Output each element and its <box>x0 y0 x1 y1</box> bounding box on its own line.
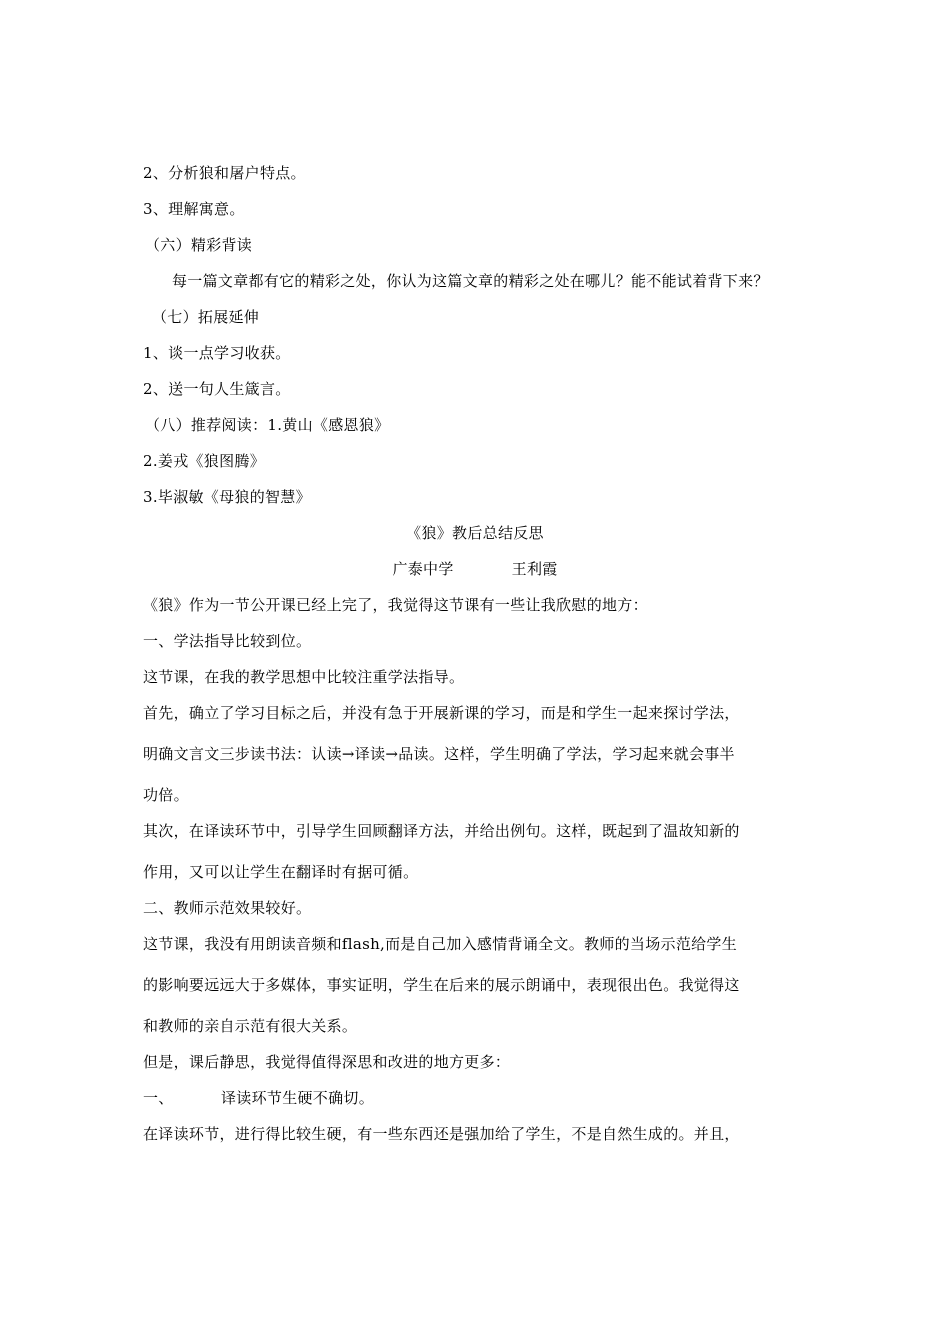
paragraph-line: 功倍。 <box>143 786 189 804</box>
paragraph-line: 这节课，我没有用朗读音频和flash,而是自己加入感情背诵全文。教师的当场示范给学生 <box>143 935 738 953</box>
paragraph-line: 但是，课后静思，我觉得值得深思和改进的地方更多： <box>143 1053 511 1071</box>
text-line: 2、送一句人生箴言。 <box>143 380 291 398</box>
byline <box>0 559 950 579</box>
text-line: 2.姜戎《狼图腾》 <box>143 452 266 470</box>
paragraph-line: 首先，确立了学习目标之后，并没有急于开展新课的学习，而是和学生一起来探讨学法， <box>143 704 740 722</box>
paragraph-line: 作用，又可以让学生在翻译时有据可循。 <box>143 863 419 881</box>
text-line: 3.毕淑敏《母狼的智慧》 <box>143 488 311 506</box>
text-line: 每一篇文章都有它的精彩之处，你认为这篇文章的精彩之处在哪儿？能不能试着背下来？ <box>172 272 769 290</box>
reflection-title: 《狼》教后总结反思 <box>406 524 544 542</box>
item-number: 一、 <box>143 1089 174 1107</box>
subheading: 一、学法指导比较到位。 <box>143 632 312 650</box>
text-line: 1、谈一点学习收获。 <box>143 344 291 362</box>
numbered-item <box>143 1088 375 1108</box>
author-name: 王利霞 <box>511 560 558 578</box>
paragraph-line: 《狼》作为一节公开课已经上完了，我觉得这节课有一些让我欣慰的地方： <box>143 596 648 614</box>
section-heading: （六）精彩背读 <box>145 236 253 254</box>
paragraph-line: 其次，在译读环节中，引导学生回顾翻译方法，并给出例句。这样，既起到了温故知新的 <box>143 822 740 840</box>
section-heading: （七）拓展延伸 <box>152 308 260 326</box>
item-text: 译读环节生硬不确切。 <box>221 1089 375 1107</box>
paragraph-line: 在译读环节，进行得比较生硬，有一些东西还是强加给了学生，不是自然生成的。并且， <box>143 1125 740 1143</box>
paragraph-line: 的影响要远远大于多媒体，事实证明，学生在后来的展示朗诵中，表现很出色。我觉得这 <box>143 976 740 994</box>
paragraph-line: 和教师的亲自示范有很大关系。 <box>143 1017 358 1035</box>
text-line: 3、理解寓意。 <box>143 200 245 218</box>
section-heading: （八）推荐阅读：1.黄山《感恩狼》 <box>145 416 390 434</box>
paragraph-line: 明确文言文三步读书法：认读→译读→品读。这样，学生明确了学法，学习起来就会事半 <box>143 745 735 763</box>
text-line: 2、分析狼和屠户特点。 <box>143 164 306 182</box>
subheading: 二、教师示范效果较好。 <box>143 899 312 917</box>
paragraph-line: 这节课，在我的教学思想中比较注重学法指导。 <box>143 668 465 686</box>
school-name: 广泰中学 <box>392 560 454 578</box>
